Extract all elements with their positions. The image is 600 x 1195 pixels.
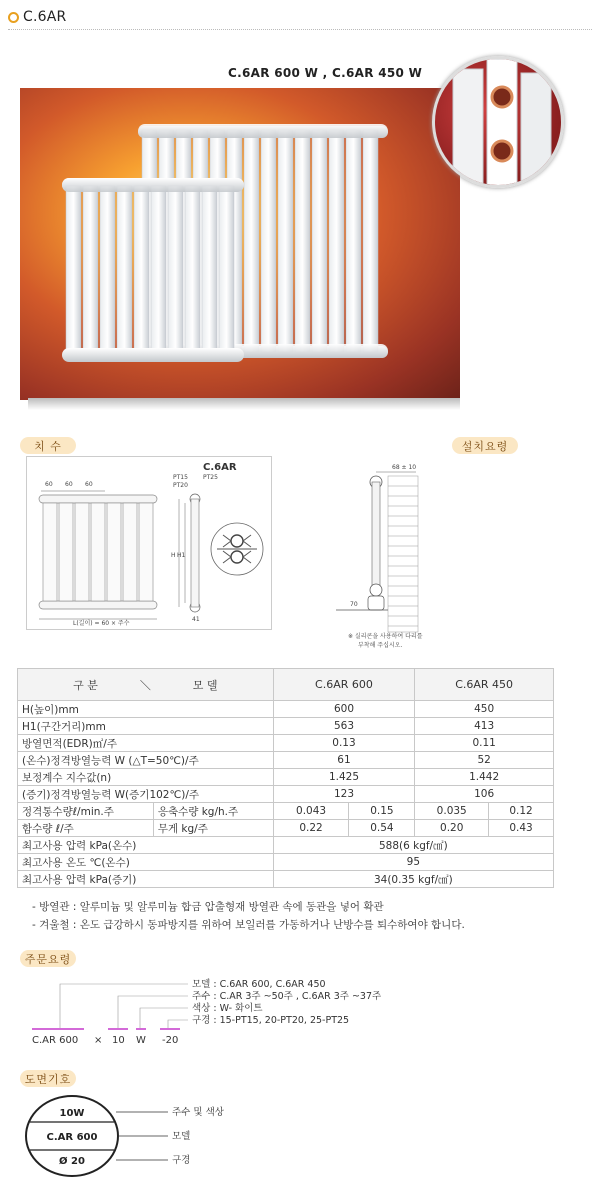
- note-line: - 겨울철 : 온도 급강하시 동파방지를 위하여 보일러를 가동하거나 난방수를 퇴수하여야 합니다.: [32, 919, 465, 931]
- table-row: [18, 752, 554, 769]
- photo-shadow: [28, 398, 460, 410]
- model-header: C.6AR 450: [415, 669, 554, 701]
- header-divider: [8, 29, 592, 30]
- floor-label: 70: [350, 601, 358, 608]
- table-row: [18, 820, 554, 837]
- section-install: 설치요령: [452, 437, 518, 454]
- order-diagram: [20, 972, 560, 1052]
- table-row: [18, 718, 554, 735]
- install-drawing: [336, 456, 536, 650]
- cell-value: 0.11: [415, 735, 554, 752]
- header-slash: ＼: [139, 678, 151, 692]
- cell-value: 95: [273, 854, 553, 871]
- row-label: 무게 kg/주: [153, 820, 273, 837]
- dimension-diagram: [26, 456, 272, 630]
- cell-value: 1.442: [415, 769, 554, 786]
- row-label: H(높이)mm: [18, 701, 274, 718]
- cell-value: 413: [415, 718, 554, 735]
- symbol-line: 10W: [59, 1108, 85, 1119]
- order-legend: 모델 : C.6AR 600, C.6AR 450: [192, 979, 326, 990]
- cell-value: 563: [273, 718, 415, 735]
- depth-label: 41: [192, 616, 200, 623]
- page-header: [8, 6, 66, 28]
- table-row: [18, 701, 554, 718]
- height-label: H: [171, 552, 176, 559]
- row-label: 보정계수 지수값(n): [18, 769, 274, 786]
- symbol-diagram: [20, 1090, 560, 1180]
- pipe-label: PT15: [173, 474, 188, 481]
- symbol-label: 모델: [172, 1131, 191, 1142]
- install-note: ※ 실리콘을 사용하여 다리를: [348, 633, 423, 640]
- symbol-line: Ø 20: [59, 1156, 85, 1167]
- section-dimensions: 치 수: [20, 437, 76, 454]
- section-symbol: 도면기호: [20, 1070, 76, 1087]
- row-label: H1(구간거리)mm: [18, 718, 274, 735]
- install-note: 부착해 주십시오.: [358, 642, 403, 649]
- page-title: C.6AR: [23, 9, 67, 25]
- row-label: 최고사용 압력 kPa(온수): [18, 837, 274, 854]
- spacing-label: 60: [45, 481, 53, 488]
- code-count: 10: [112, 1035, 125, 1046]
- spec-table: [17, 668, 554, 888]
- length-label: L(길이) = 60 × 주수: [73, 620, 130, 627]
- photo-caption: C.6AR 600 W , C.6AR 450 W: [228, 66, 423, 80]
- install-diagram: [336, 456, 536, 650]
- table-row: [18, 871, 554, 888]
- radiator-small: [62, 178, 244, 362]
- symbol-label: 주수 및 색상: [172, 1107, 224, 1118]
- cell-value: 0.15: [349, 803, 415, 820]
- code-color: W: [136, 1035, 146, 1046]
- cell-value: 0.035: [415, 803, 489, 820]
- cell-value: 0.22: [273, 820, 349, 837]
- cell-value: 0.043: [273, 803, 349, 820]
- symbol-label: 구경: [172, 1155, 191, 1166]
- notes: [32, 898, 465, 934]
- row-label: 함수량 ℓ/주: [18, 820, 154, 837]
- cell-value: 588(6 kgf/㎠): [273, 837, 553, 854]
- row-label: 응축수량 kg/h.주: [153, 803, 273, 820]
- diagram-model-label: C.6AR: [203, 462, 237, 473]
- code-size: -20: [162, 1035, 179, 1046]
- order-legend: 색상 : W- 화이트: [192, 1003, 263, 1014]
- row-label: 방열면적(EDR)㎡/주: [18, 735, 274, 752]
- cell-value: 1.425: [273, 769, 415, 786]
- dimension-drawing: [27, 457, 273, 631]
- bullet-ring-icon: [8, 12, 19, 23]
- order-legend: 구경 : 15-PT15, 20-PT20, 25-PT25: [192, 1015, 350, 1026]
- table-row: [18, 735, 554, 752]
- cell-value: 61: [273, 752, 415, 769]
- pipe-label: PT25: [203, 474, 218, 481]
- cell-value: 0.12: [489, 803, 554, 820]
- table-header-row: [18, 669, 554, 701]
- header-left: 구 분: [73, 678, 98, 692]
- cell-value: 600: [273, 701, 415, 718]
- section-order: 주문요령: [20, 950, 76, 967]
- pipe-detail-photo: [432, 56, 564, 188]
- code-x: ×: [94, 1035, 103, 1046]
- spacing-label: 60: [65, 481, 73, 488]
- row-label: (증기)정격방열능력 W(증기102℃)/주: [18, 786, 274, 803]
- pipe-label: PT20: [173, 482, 188, 489]
- row-label: (온수)정격방열능력 W (△T=50℃)/주: [18, 752, 274, 769]
- row-label: 정격통수량ℓ/min.주: [18, 803, 154, 820]
- model-header: C.6AR 600: [273, 669, 415, 701]
- table-row: [18, 837, 554, 854]
- cell-value: 123: [273, 786, 415, 803]
- radiator-illustration: [20, 88, 460, 400]
- cell-value: 0.54: [349, 820, 415, 837]
- cell-value: 0.20: [415, 820, 489, 837]
- table-row: [18, 803, 554, 820]
- height-label: H1: [177, 552, 186, 559]
- cell-value: 106: [415, 786, 554, 803]
- table-row: [18, 786, 554, 803]
- gap-label: 68 ± 10: [392, 464, 417, 471]
- cell-value: 0.13: [273, 735, 415, 752]
- product-photo: [20, 88, 460, 400]
- symbol-line: C.AR 600: [46, 1132, 98, 1143]
- row-label: 최고사용 압력 kPa(증기): [18, 871, 274, 888]
- symbol-drawing: [20, 1090, 560, 1180]
- cell-value: 450: [415, 701, 554, 718]
- row-label: 최고사용 온도 ℃(온수): [18, 854, 274, 871]
- cell-value: 52: [415, 752, 554, 769]
- pipe-detail-illustration: [435, 59, 564, 188]
- order-legend: 주수 : C.AR 3주 ~50주 , C.6AR 3주 ~37주: [192, 991, 382, 1002]
- code-model: C.AR 600: [32, 1035, 79, 1046]
- table-row: [18, 769, 554, 786]
- note-line: - 방열관 : 알루미늄 및 알루미늄 합금 압출형재 방열관 속에 동관을 넣어 확관: [32, 901, 384, 913]
- header-right: 모 델: [192, 678, 218, 692]
- table-header-corner: [18, 669, 274, 701]
- spacing-label: 60: [85, 481, 93, 488]
- order-drawing: [20, 972, 560, 1052]
- cell-value: 0.43: [489, 820, 554, 837]
- cell-value: 34(0.35 kgf/㎠): [273, 871, 553, 888]
- table-row: [18, 854, 554, 871]
